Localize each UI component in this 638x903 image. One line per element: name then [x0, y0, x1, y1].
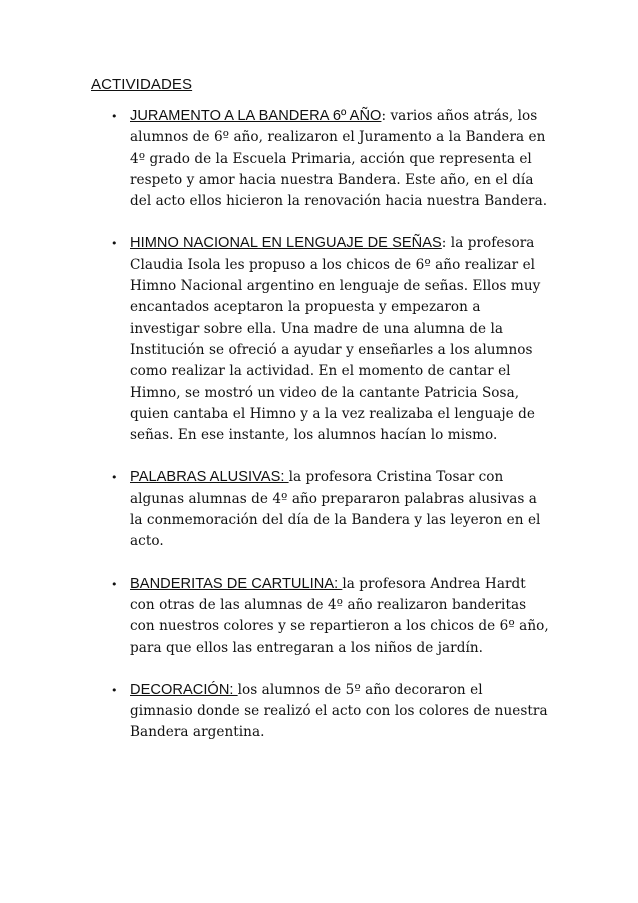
list-item [109, 106, 549, 212]
list-item [109, 574, 549, 659]
bullet-icon: • [111, 110, 118, 123]
item-label: JURAMENTO A LA BANDERA 6º AÑO [130, 108, 382, 124]
bullet-icon: • [111, 237, 118, 251]
bullet-icon: • [111, 683, 118, 697]
item-text: los alumnos de 5º año decoraron el gimnasio donde se realizó el acto con los colores de nuestra Bandera argentina. [130, 681, 548, 741]
list-item [109, 233, 549, 446]
list-item [109, 680, 549, 744]
bullet-icon: • [111, 577, 118, 591]
bullet-icon: • [111, 471, 118, 485]
item-label: DECORACIÓN: [130, 681, 238, 698]
item-label: PALABRAS ALUSIVAS: [130, 469, 289, 486]
item-text: la profesora Cristina Tosar con algunas alumnas de 4º año prepararon palabras alusivas a la conmemoración del día de la Bandera y las leyeron en el acto. [130, 469, 541, 550]
activity-list [109, 106, 549, 765]
item-text: : la profesora Claudia Isola les propuso a los chicos de 6º año realizar el Himno Nacional argentino en lenguaje de señas. Ellos muy encantados aceptaron la propuesta y empezaron a investigar sobre ella. Una madre de una alumna de la Institución se ofreció a ayudar y enseñarles a los alumnos como realizar la actividad. En el momento de cantar el Himno, se mostró un video de la cantante Patricia Sosa, quien cantaba el Himno y a la vez realizaba el lenguaje de señas. En ese instante, los alumnos hacían lo mismo. [130, 235, 541, 444]
item-label: HIMNO NACIONAL EN LENGUAJE DE SEÑAS [130, 235, 442, 252]
item-label: BANDERITAS DE CARTULINA: [130, 575, 343, 592]
item-text: : varios años atrás, los alumnos de 6º año, realizaron el Juramento a la Bandera en 4º grado de la Escuela Primaria, acción que representa el respeto y amor hacia nuestra Bandera. Este año, en el día del acto ellos hicieron la renovación hacia nuestra Bandera. [130, 108, 548, 210]
list-item [109, 467, 549, 552]
item-text: la profesora Andrea Hardt con otras de las alumnas de 4º año realizaron banderitas con nuestros colores y se repartieron a los chicos de 6º año, para que ellos las entregaran a los niños de jardín. [130, 575, 549, 656]
page-heading: ACTIVIDADES [91, 76, 193, 93]
